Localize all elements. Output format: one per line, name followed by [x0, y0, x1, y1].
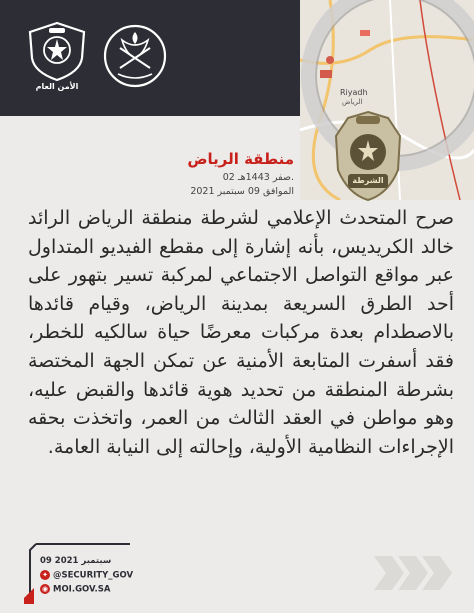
moi-emblem-icon	[100, 20, 170, 96]
police-badge-label: الشرطة	[352, 176, 384, 185]
map-city-label: Riyadh	[340, 88, 368, 97]
hijri-date: 02 صفر 1443هـ.	[222, 172, 294, 183]
statement-body: صرح المتحدث الإعلامي لشرطة منطقة الرياض الرائد خالد الكريديس، بأنه إشارة إلى مقطع الفيديو المتداول عبر مواقع التواصل الاجتماعي لمركبة تسير بتهور على أحد الطرق السريعة بمدينة الرياض، وقيام قائدها بالاصطدام بعدة مركبات معرضًا حياة سالكيه للخطر، فقد أسفرت المتابعة الأمنية عن تمكن الجهة المختصة بشرطة المنطقة من تحديد هوية قائدها والقبض عليه، وهو مواطن في العقد الثالث من العمر، واتخذت بحقه الإجراءات النظامية الأولية، وإحالته إلى النيابة العامة.	[28, 207, 454, 458]
footer-website[interactable]	[40, 584, 110, 595]
public-security-emblem-icon	[22, 20, 92, 82]
gregorian-date: الموافق 09 سبتمبر 2021	[190, 186, 294, 197]
website-link[interactable]: MOI.GOV.SA	[53, 584, 111, 595]
footer-twitter[interactable]	[40, 570, 133, 581]
twitter-handle[interactable]: @SECURITY_GOV	[53, 570, 134, 581]
police-badge-icon	[318, 110, 418, 202]
map-city-label-ar: الرياض	[342, 98, 363, 106]
public-security-logo	[22, 20, 92, 96]
footer-date: 09 سبتمبر 2021	[40, 556, 112, 566]
twitter-icon: ✦	[40, 570, 50, 580]
globe-icon: ◉	[41, 585, 49, 593]
public-security-label: الأمن العام	[35, 82, 79, 91]
region-title: منطقة الرياض	[187, 150, 294, 168]
moi-logo	[100, 20, 170, 96]
chevron-watermark-icon	[374, 548, 454, 598]
